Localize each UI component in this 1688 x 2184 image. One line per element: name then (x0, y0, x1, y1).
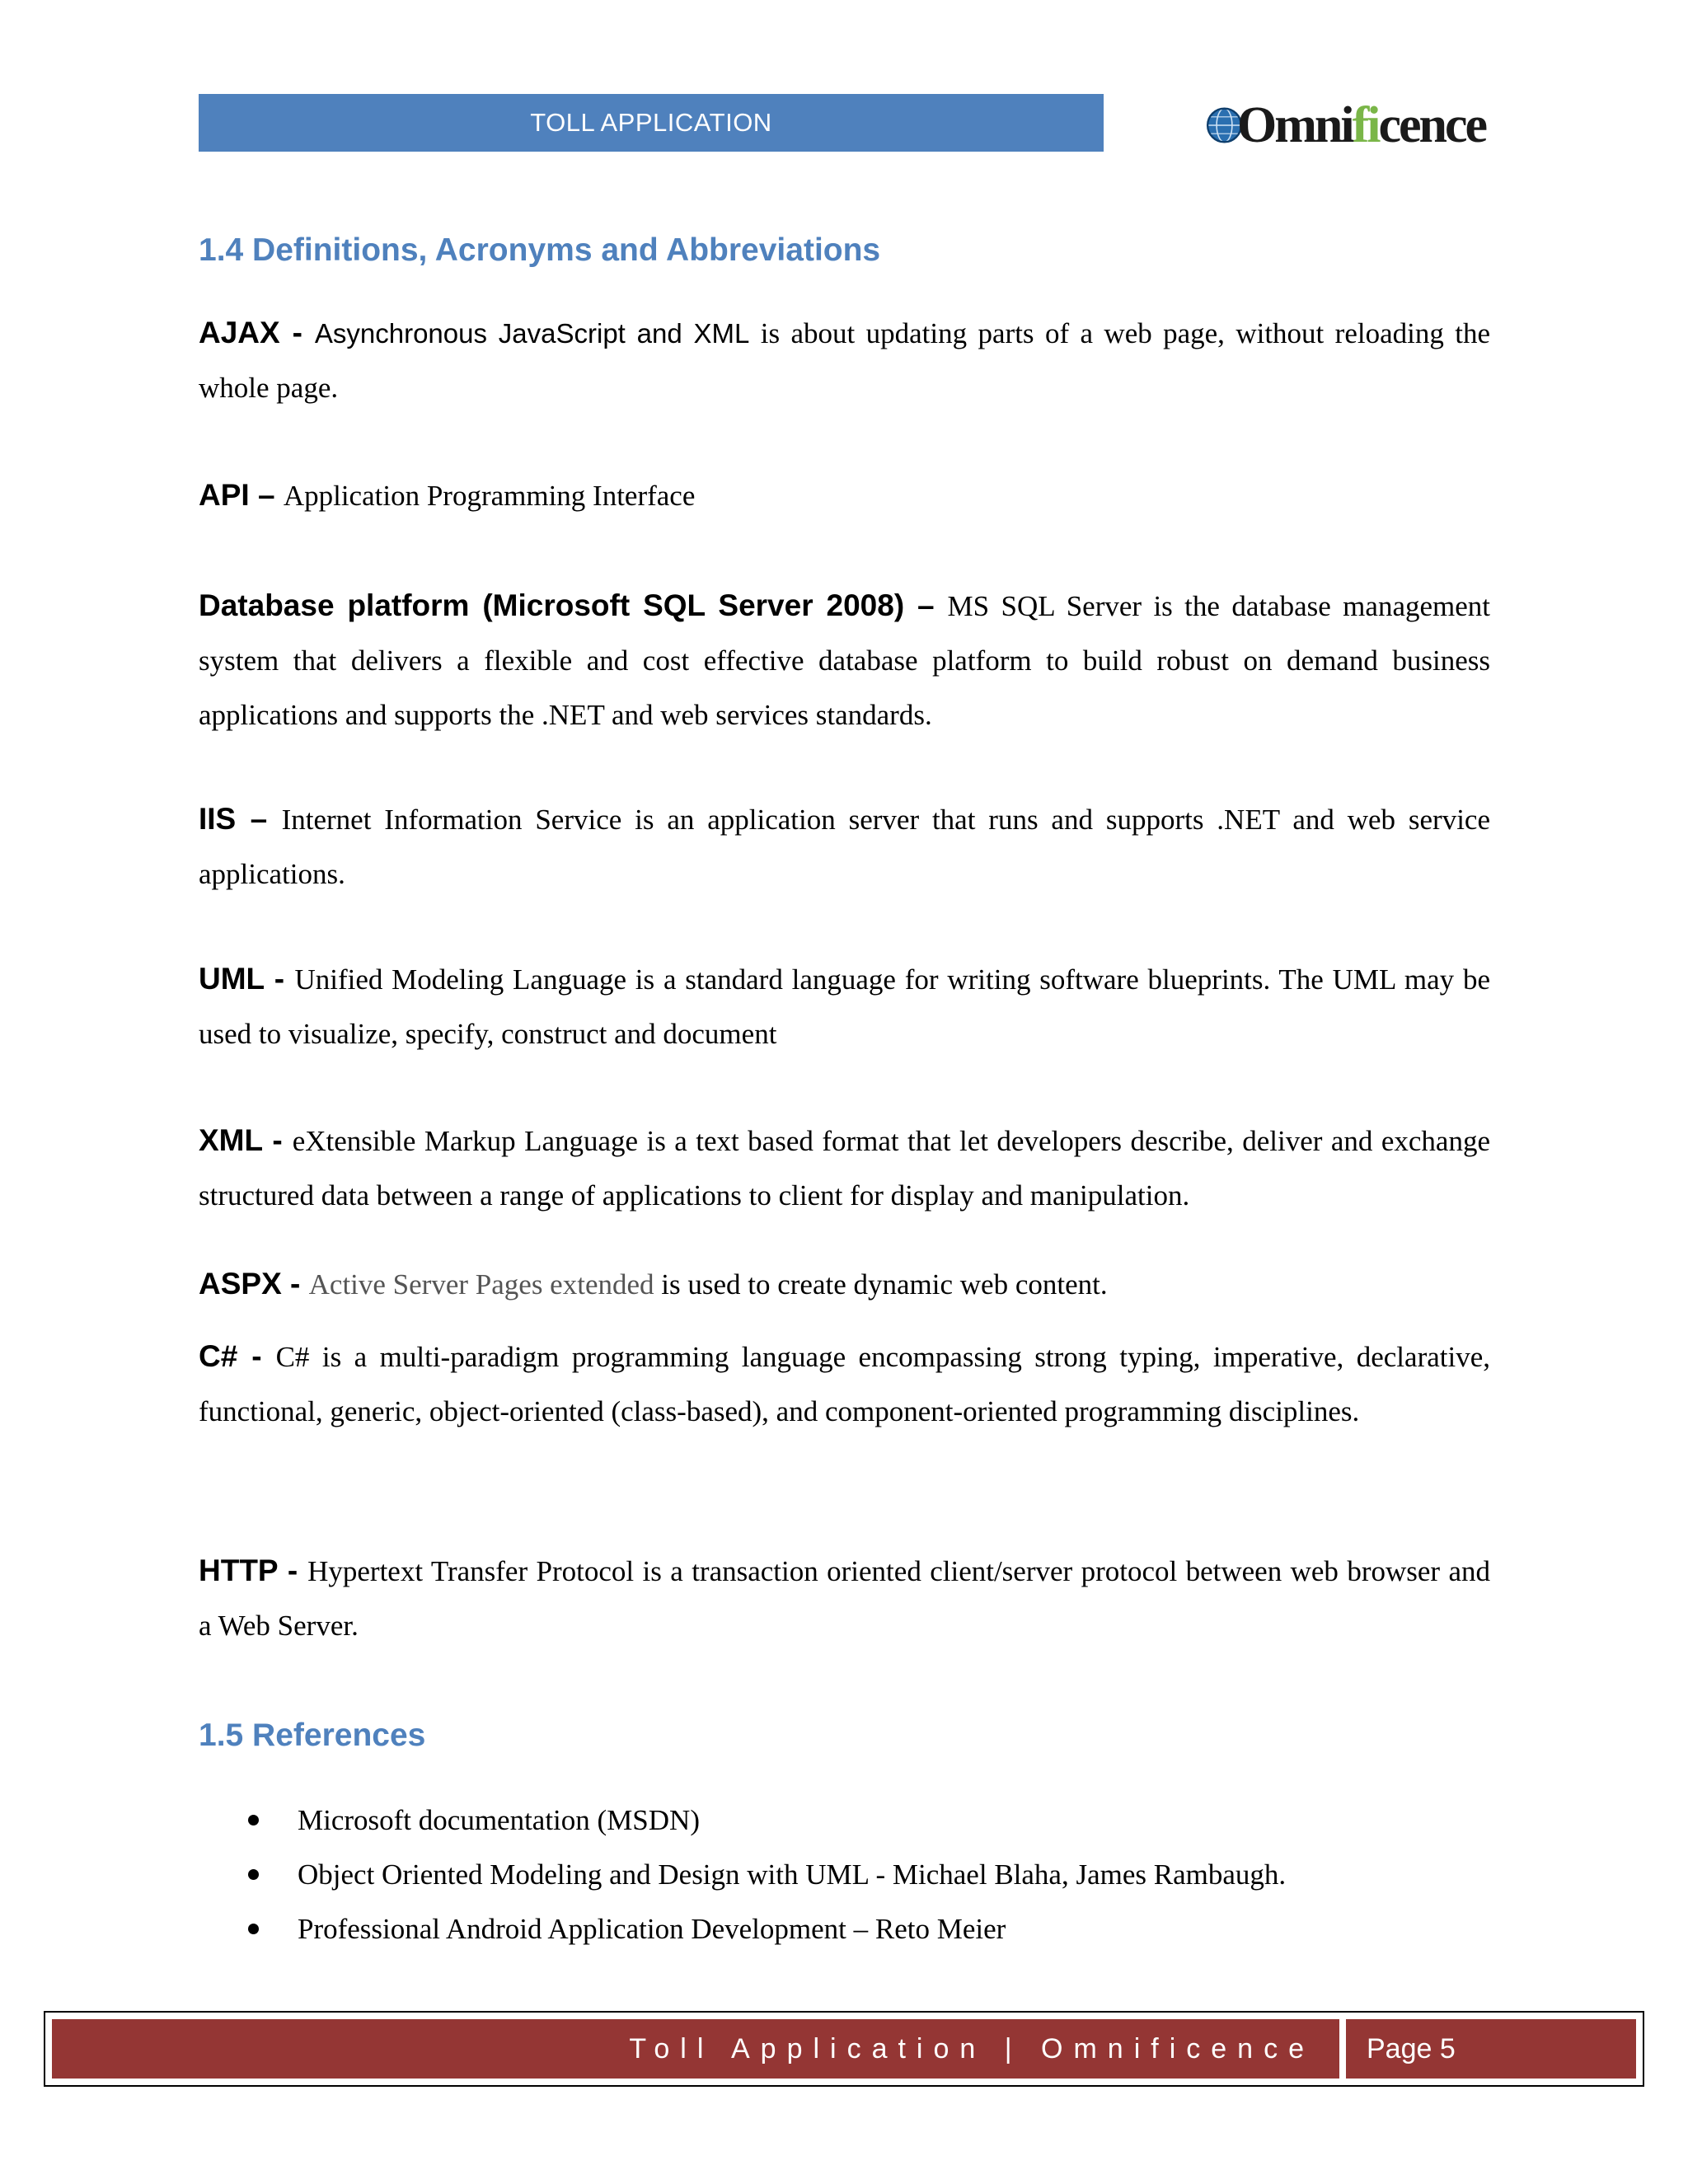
bullet-icon (248, 1815, 259, 1825)
section-heading-references: 1.5 References (199, 1718, 426, 1753)
definition-csharp: C# - C# is a multi-paradigm programming language encompassing strong typing, imperative, declarative, functional, generic, object-oriented (class-based), and component-oriented programming disciplines. (199, 1339, 1490, 1427)
definition-uml: UML - Unified Modeling Language is a standard language for writing software blueprints. The UML may be used to visualize, specify, construct and document (199, 962, 1490, 1050)
definition-http: HTTP - Hypertext Transfer Protocol is a transaction oriented client/server protocol between web browser and a Web Server. (199, 1554, 1490, 1642)
bullet-icon (248, 1924, 259, 1934)
list-item: Microsoft documentation (MSDN) (199, 1793, 1286, 1848)
list-item: Professional Android Application Development – Reto Meier (199, 1902, 1286, 1957)
section-heading-definitions: 1.4 Definitions, Acronyms and Abbreviations (199, 232, 881, 268)
header-title: TOLL APPLICATION (530, 108, 772, 137)
bullet-icon (248, 1869, 259, 1880)
definition-api: API – Application Programming Interface (199, 478, 696, 512)
definition-aspx: ASPX - Active Server Pages extended is used to create dynamic web content. (199, 1267, 1108, 1301)
header-bar (199, 94, 1104, 152)
definition-database-platform: Database platform (Microsoft SQL Server 2008) – MS SQL Server is the database management system that delivers a flexible and cost effective database platform to build robust on demand business applications and supports the .NET and web services standards. (199, 588, 1490, 731)
references-list (199, 1793, 1286, 1957)
definition-ajax: AJAX - Asynchronous JavaScript and XML is about updating parts of a web page, without reloading the whole page. (199, 316, 1490, 404)
definition-iis: IIS – Internet Information Service is an application server that runs and supports .NET and web service applications. (199, 802, 1490, 890)
definition-xml: XML - eXtensible Markup Language is a text based format that let developers describe, deliver and exchange structured data between a range of applications to client for display and manipulation. (199, 1123, 1490, 1212)
logo-wordmark: Omnificence (1236, 97, 1485, 153)
footer-title: Toll Application | Omnificence (52, 2019, 1339, 2079)
footer-page-number: Page 5 (1346, 2019, 1636, 2079)
omnificence-logo (1205, 92, 1485, 158)
list-item: Object Oriented Modeling and Design with UML - Michael Blaha, James Rambaugh. (199, 1848, 1286, 1902)
